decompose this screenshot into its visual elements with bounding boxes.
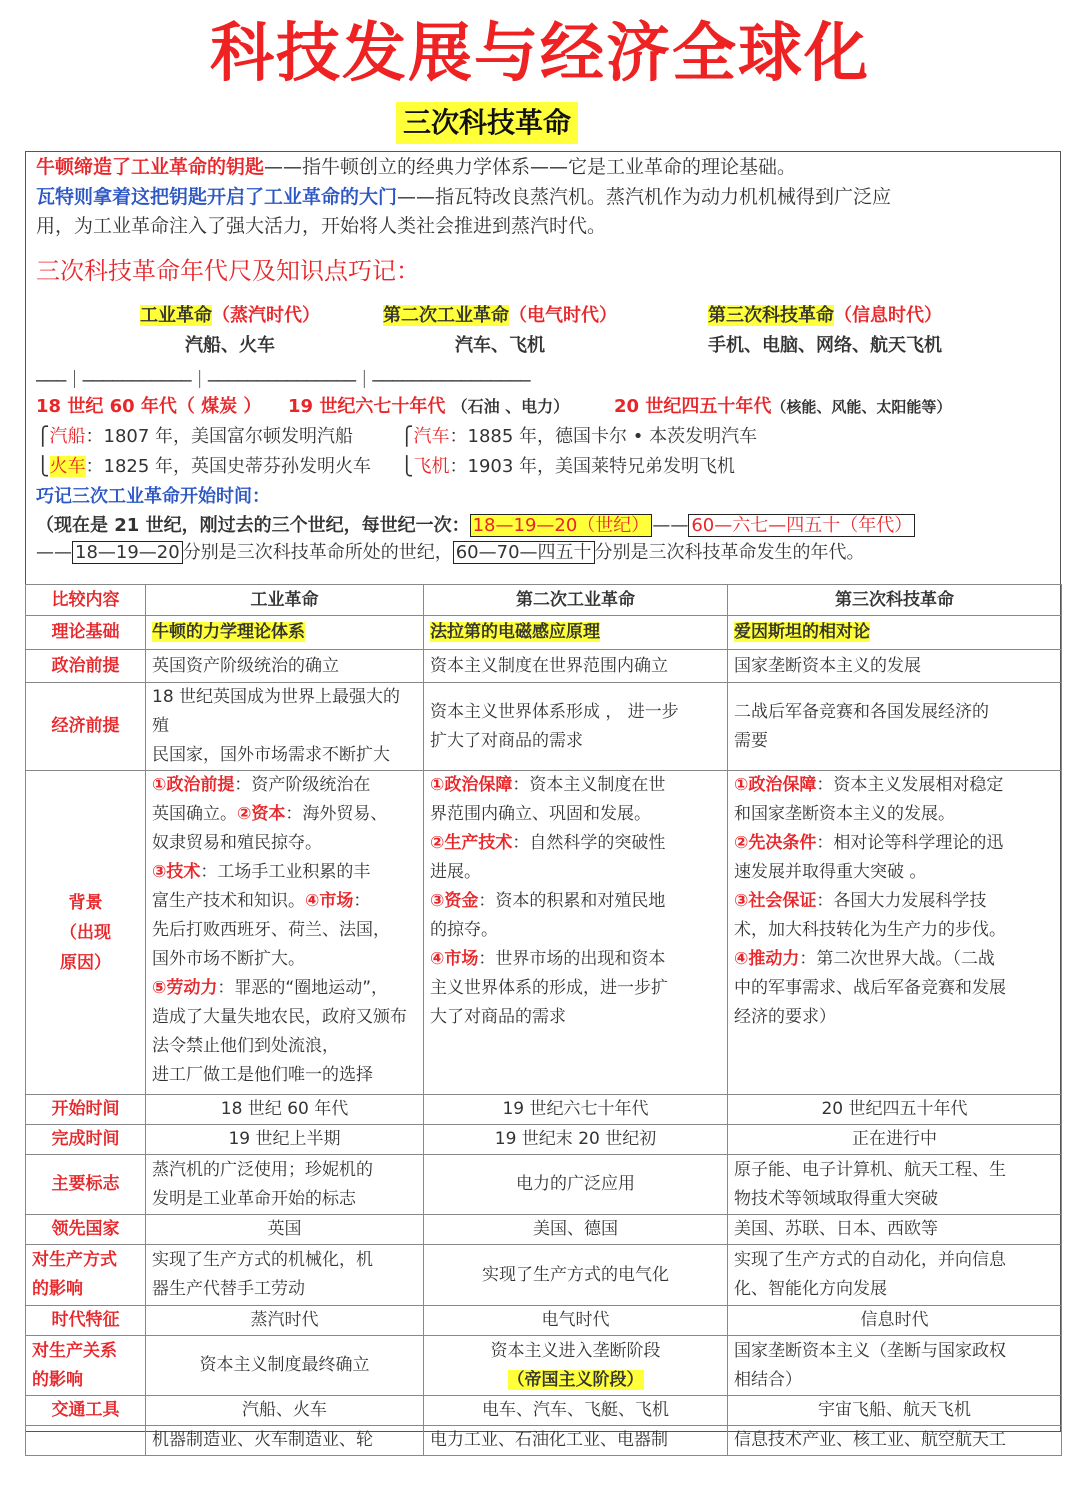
section-title: 三次科技革命 <box>396 102 578 144</box>
mnemonic-heading: 三次科技革命年代尺及知识点巧记： <box>36 257 420 285</box>
table-cell: 电车、汽车、飞艇、飞机 <box>424 1396 728 1426</box>
table-cell: 19 世纪末 20 世纪初 <box>424 1125 728 1155</box>
timeline-axis: ———｜———————————｜———————————————｜———————————————— <box>36 370 530 391</box>
background-cell-1: ①政治前提：资产阶级统治在 英国确立。②资本：海外贸易、 奴隶贸易和殖民掠夺。 ③技术：工场手工业积累的丰 富生产技术和知识。④市场： 先后打败西班牙、荷兰、法国， 国外市场不断扩大。 ⑤劳动力：罪恶的“圈地运动”， 造成了大量失地农民，政府又颁布 法令禁止他们到处流浪， 进工厂做工是他们唯一的选择 <box>146 771 424 1095</box>
table-cell: 电力工业、石油化工业、电器制 <box>424 1426 728 1456</box>
row-label: 理论基础 <box>26 616 146 650</box>
invention-train: ⎩火车：1825 年，英国史蒂芬孙发明火车 <box>36 456 372 477</box>
row-label: 对生产方式 的影响 <box>26 1245 146 1306</box>
table-cell: 正在进行中 <box>728 1125 1062 1155</box>
era-2: 第二次工业革命（电气时代） 汽车、飞机 <box>383 305 617 356</box>
table-row-mark <box>26 1155 1062 1215</box>
table-cell: 资本主义制度最终确立 <box>146 1336 424 1396</box>
table-cell: 20 世纪四五十年代 <box>728 1095 1062 1125</box>
row-label: 交通工具 <box>26 1396 146 1426</box>
era-time-3: 20 世纪四五十年代（核能、风能、太阳能等） <box>614 396 952 417</box>
table-row-politics <box>26 650 1062 683</box>
invention-ship: ⎧汽船：1807 年，美国富尔顿发明汽船 <box>36 426 354 447</box>
header-rev-3: 第三次科技革命 <box>728 585 1062 616</box>
invention-plane: ⎩飞机：1903 年，美国莱特兄弟发明飞机 <box>400 456 736 477</box>
table-row-epoch <box>26 1306 1062 1336</box>
table-cell: 资本主义进入垄断阶段 （帝国主义阶段） <box>424 1336 728 1396</box>
table-cell: 蒸汽机的广泛使用；珍妮机的 发明是工业革命开始的标志 <box>146 1155 424 1215</box>
header-rev-2: 第二次工业革命 <box>424 585 728 616</box>
table-row-theory <box>26 616 1062 650</box>
era-time-2: 19 世纪六七十年代 （石油 、电力） <box>288 396 570 417</box>
table-cell: 电力的广泛应用 <box>424 1155 728 1215</box>
invention-car: ⎧汽车：1885 年，德国卡尔 • 本茨发明汽车 <box>400 426 758 447</box>
header-compare: 比较内容 <box>26 585 146 616</box>
table-cell: 蒸汽时代 <box>146 1306 424 1336</box>
intro-line-1: 牛顿缔造了工业革命的钥匙——指牛顿创立的经典力学体系——它是工业革命的理论基础。 <box>36 156 797 178</box>
intro-line-2: 瓦特则拿着这把钥匙开启了工业革命的大门——指瓦特改良蒸汽机。蒸汽机作为动力机机械得到广泛应 <box>36 186 892 208</box>
era-time-1: 18 世纪 60 年代（ 煤炭 ） <box>36 396 262 417</box>
table-row-economy <box>26 683 1062 771</box>
table-cell: 实现了生产方式的机械化，机 器生产代替手工劳动 <box>146 1245 424 1306</box>
table-cell: 原子能、电子计算机、航天工程、生 物技术等领域取得重大突破 <box>728 1155 1062 1215</box>
era-1: 工业革命（蒸汽时代） 汽船、火车 <box>140 305 320 356</box>
header-rev-1: 工业革命 <box>146 585 424 616</box>
table-row-finish <box>26 1125 1062 1155</box>
table-cell: 国家垄断资本主义的发展 <box>728 650 1062 683</box>
intro-line-3: 用，为工业革命注入了强大活力，开始将人类社会推进到蒸汽时代。 <box>36 215 607 237</box>
table-cell: 汽船、火车 <box>146 1396 424 1426</box>
table-row-transport <box>26 1396 1062 1426</box>
table-cell: 信息技术产业、核工业、航空航天工 <box>728 1426 1062 1456</box>
comparison-table <box>25 584 1062 1456</box>
table-cell: 牛顿的力学理论体系 <box>146 616 424 650</box>
table-cell: 英国资产阶级统治的确立 <box>146 650 424 683</box>
tips-heading: 巧记三次工业革命开始时间： <box>36 486 270 507</box>
table-cell: 国家垄断资本主义（垄断与国家政权 相结合） <box>728 1336 1062 1396</box>
table-cell: 实现了生产方式的自动化，并向信息 化、智能化方向发展 <box>728 1245 1062 1306</box>
table-row-mode <box>26 1245 1062 1306</box>
table-cell: 18 世纪英国成为世界上最强大的殖 民国家，国外市场需求不断扩大 <box>146 683 424 771</box>
table-row-relation <box>26 1336 1062 1396</box>
table-cell: 美国、德国 <box>424 1215 728 1245</box>
row-label: 开始时间 <box>26 1095 146 1125</box>
table-cell: 法拉第的电磁感应原理 <box>424 616 728 650</box>
table-row-start <box>26 1095 1062 1125</box>
table-cell: 二战后军备竞赛和各国发展经济的 需要 <box>728 683 1062 771</box>
table-header-row <box>26 585 1062 616</box>
table-cell: 19 世纪上半期 <box>146 1125 424 1155</box>
row-label: 对生产关系 的影响 <box>26 1336 146 1396</box>
page-title: 科技发展与经济全球化 <box>210 17 870 91</box>
table-cell: 资本主义世界体系形成 ， 进一步 扩大了对商品的需求 <box>424 683 728 771</box>
era-3: 第三次科技革命（信息时代） 手机、电脑、网络、航天飞机 <box>708 305 942 356</box>
table-cell: 实现了生产方式的电气化 <box>424 1245 728 1306</box>
table-cell: 爱因斯坦的相对论 <box>728 616 1062 650</box>
row-label: 经济前提 <box>26 683 146 771</box>
background-cell-2: ①政治保障：资本主义制度在世 界范围内确立、巩固和发展。 ②生产技术：自然科学的突破性 进展。 ③资金：资本的积累和对殖民地 的掠夺。 ④市场：世界市场的出现和资本 主义世界体系的形成，进一步扩 大了对商品的需求 <box>424 771 728 1095</box>
table-row-industry <box>26 1426 1062 1456</box>
row-label <box>26 1426 146 1456</box>
table-cell: 英国 <box>146 1215 424 1245</box>
table-row-leader <box>26 1215 1062 1245</box>
row-label: 政治前提 <box>26 650 146 683</box>
row-label: 主要标志 <box>26 1155 146 1215</box>
background-cell-3: ①政治保障：资本主义发展相对稳定 和国家垄断资本主义的发展。 ②先决条件：相对论等科学理论的迅 速发展并取得重大突破 。 ③社会保证：各国大力发展科学技 术，加大科技转化为生产力的步伐。 ④推动力：第二次世界大战。（二战 中的军事需求、战后军备竞赛和发展 经济的要求） <box>728 771 1062 1095</box>
table-cell: 宇宙飞船、航天飞机 <box>728 1396 1062 1426</box>
table-row-background <box>26 771 1062 1095</box>
table-cell: 信息时代 <box>728 1306 1062 1336</box>
table-cell: 19 世纪六七十年代 <box>424 1095 728 1125</box>
table-cell: 资本主义制度在世界范围内确立 <box>424 650 728 683</box>
row-label: 完成时间 <box>26 1125 146 1155</box>
row-label: 背景 （出现 原因） <box>26 771 146 1095</box>
table-cell: 美国、苏联、日本、西欧等 <box>728 1215 1062 1245</box>
tips-line-1: （现在是 21 世纪，刚过去的三个世纪，每世纪一次： 18—19—20（世纪） —— 60—六七—四五十（年代） <box>36 511 915 541</box>
row-label: 领先国家 <box>26 1215 146 1245</box>
table-cell: 电气时代 <box>424 1306 728 1336</box>
table-cell: 18 世纪 60 年代 <box>146 1095 424 1125</box>
table-cell: 机器制造业、火车制造业、轮 <box>146 1426 424 1456</box>
row-label: 时代特征 <box>26 1306 146 1336</box>
tips-line-2: —— 18—19—20 分别是三次科技革命所处的世纪， 60—70—四五十 分别是三次科技革命发生的年代。 <box>36 542 865 563</box>
